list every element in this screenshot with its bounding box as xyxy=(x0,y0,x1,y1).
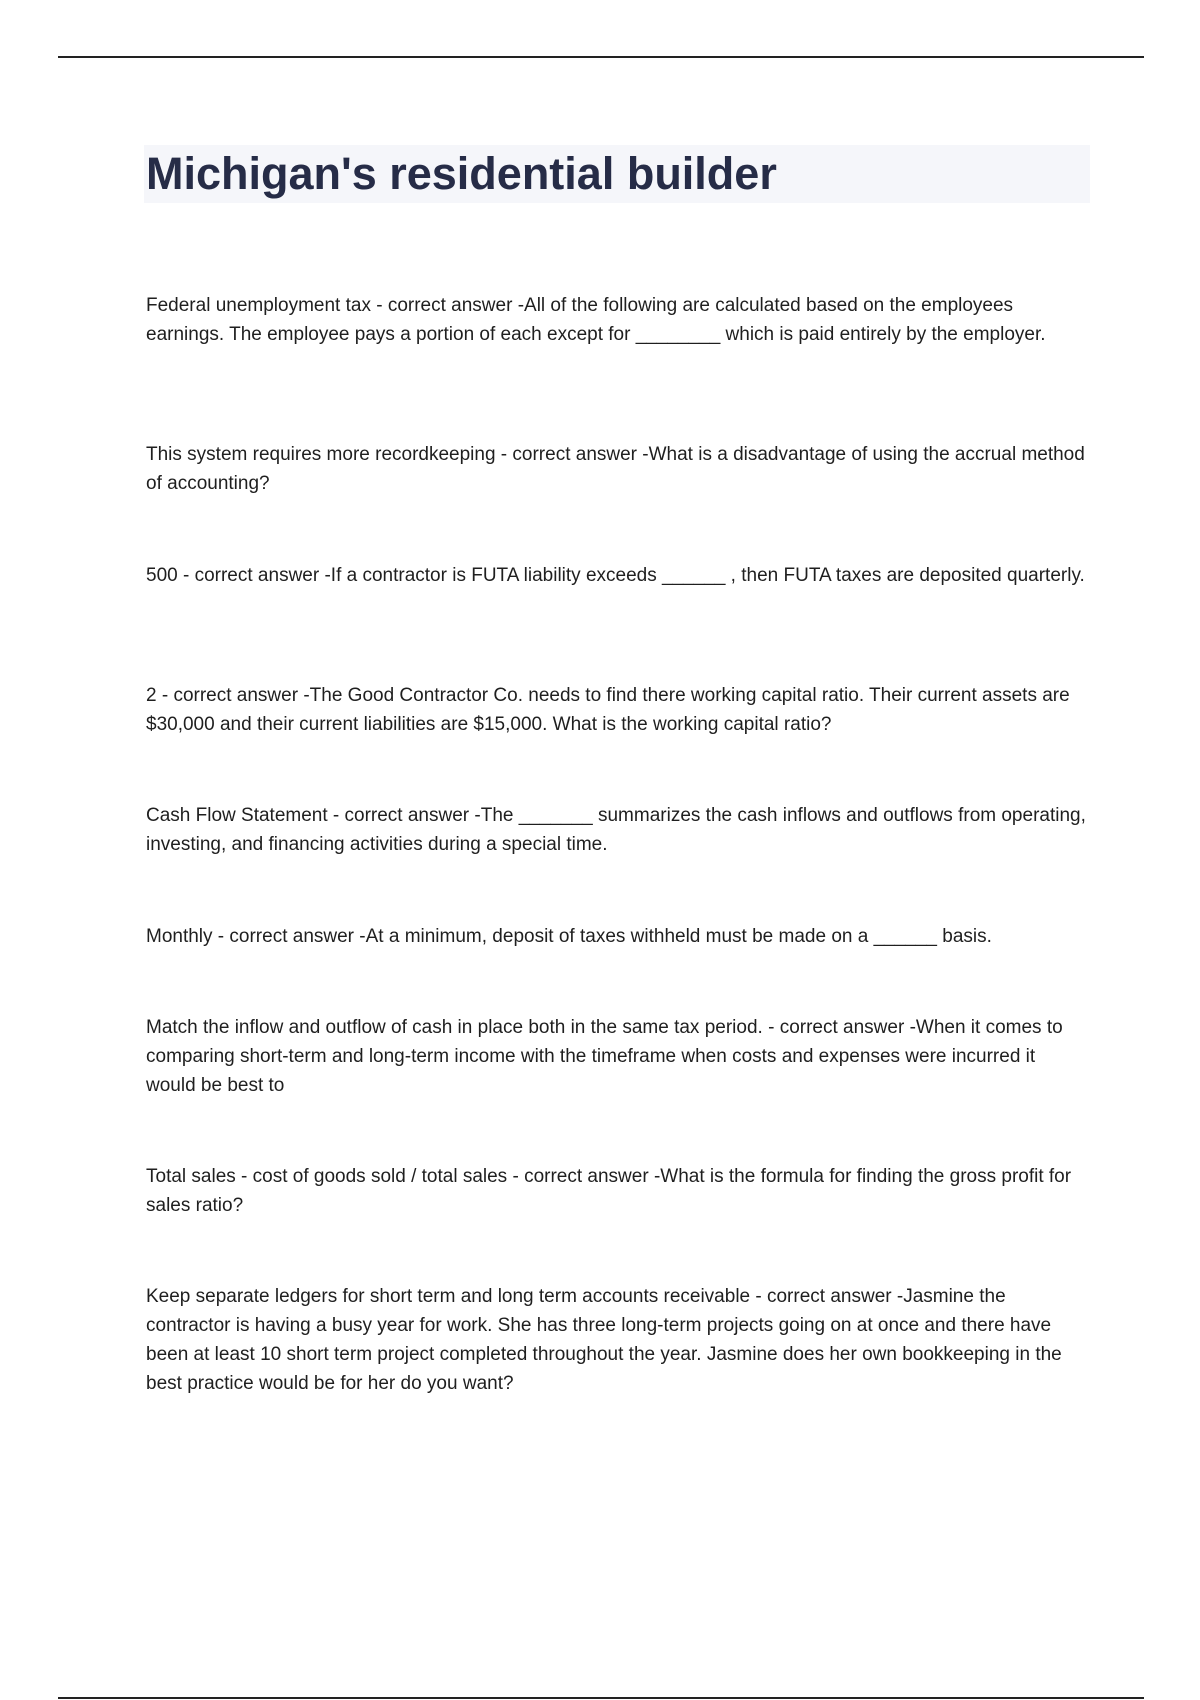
top-divider xyxy=(58,56,1144,58)
qa-entry-8: Total sales - cost of goods sold / total sales - correct answer -What is the formula for finding the gross profit for sales ratio? xyxy=(146,1166,1072,1216)
qa-entry-9: Keep separate ledgers for short term and long term accounts receivable - correct answer -Jasmine the contractor is having a busy year for work. She has three long-term projects going on at once and there have been at least 10 short term project completed throughout the year. Jasmine does her own bookkeeping in the best practice would be for her do you want? xyxy=(146,1286,1062,1394)
bottom-divider xyxy=(58,1697,1144,1699)
qa-entry-1: Federal unemployment tax - correct answer -All of the following are calculated based on the employees earnings. The employee pays a portion of each except for ________ which is paid entirely by the employer. xyxy=(146,295,1046,345)
qa-entry-7: Match the inflow and outflow of cash in place both in the same tax period. - correct answer -When it comes to comparing short-term and long-term income with the timeframe when costs and expenses were incurred it would be best to xyxy=(146,1017,1063,1096)
qa-entry-2: This system requires more recordkeeping - correct answer -What is a disadvantage of using the accrual method of accounting? xyxy=(146,444,1085,494)
qa-entry-5: Cash Flow Statement - correct answer -The _______ summarizes the cash inflows and outflows from operating, investing, and financing activities during a special time. xyxy=(146,805,1086,855)
qa-entry-3: 500 - correct answer -If a contractor is FUTA liability exceeds ______ , then FUTA taxes are deposited quarterly. xyxy=(146,565,1085,586)
qa-entry-6: Monthly - correct answer -At a minimum, deposit of taxes withheld must be made on a ______ basis. xyxy=(146,926,992,947)
qa-entry-4: 2 - correct answer -The Good Contractor Co. needs to find there working capital ratio. Their current assets are $30,000 and their current liabilities are $15,000. What is the working capital ratio? xyxy=(146,685,1070,735)
document-title: Michigan's residential builder xyxy=(146,148,777,199)
